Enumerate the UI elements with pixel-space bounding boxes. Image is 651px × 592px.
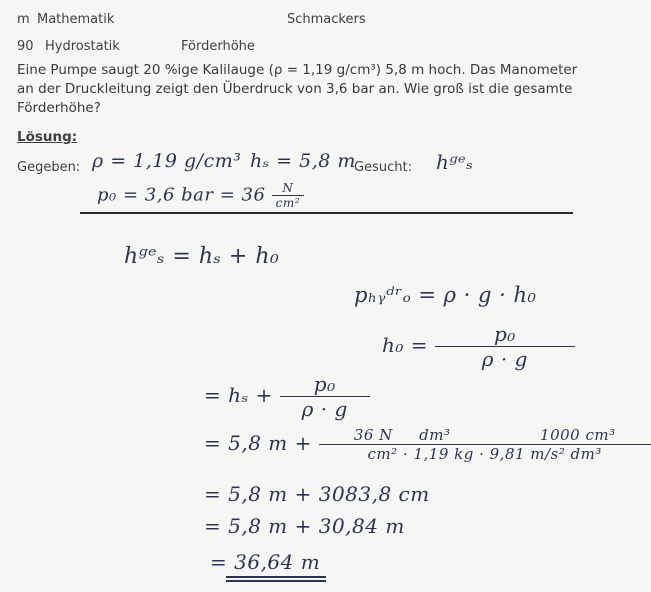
subject-code: m (17, 12, 30, 27)
problem-line-2: an der Druckleitung zeigt den Überdruck von 3,6 bar an. Wie groß ist die gesamte (17, 81, 573, 97)
given-pressure-unit-num: N (282, 181, 294, 195)
step-1-den: ρ · g (280, 396, 370, 421)
step-3: = 5,8 m + 3083,8 cm (204, 482, 430, 506)
solution-heading: Lösung: (17, 129, 78, 145)
side-height-num: p₀ (493, 322, 516, 346)
main-equation: hᵍᵉₛ = hₛ + h₀ (124, 244, 280, 269)
side-height-fraction (435, 322, 575, 371)
problem-statement (17, 61, 637, 118)
step-1-fraction (280, 372, 370, 421)
given-pressure (97, 181, 304, 210)
step-2-lhs: = 5,8 m + (204, 431, 312, 455)
sought-total-height: hᵍᵉₛ (436, 150, 474, 174)
step-1-lhs: = hₛ + (204, 383, 273, 407)
publisher-name: Schmackers (287, 12, 366, 27)
side-height-lhs: h₀ = (382, 333, 429, 357)
given-divider-line (80, 212, 573, 214)
subject-title: Mathematik (37, 12, 115, 27)
given-label: Gegeben: (17, 160, 81, 175)
side-pressure-equation: pₕᵧᵈʳₒ = ρ · g · h₀ (354, 283, 537, 307)
final-result: = 36,64 m (210, 550, 321, 574)
given-density: ρ = 1,19 g/cm³ (92, 150, 242, 172)
step-4: = 5,8 m + 30,84 m (204, 514, 405, 538)
step-2-num: 36 N dm³ 1000 cm³ (353, 426, 616, 444)
step-2 (204, 426, 651, 463)
topic-number: 90 (17, 39, 34, 54)
given-pressure-unit-den: cm² (272, 195, 304, 210)
step-1-num: p₀ (313, 372, 336, 396)
problem-line-3: Förderhöhe? (17, 100, 101, 116)
result-underline-1 (226, 576, 326, 578)
step-2-fraction (319, 426, 651, 463)
side-height-equation (382, 322, 575, 371)
given-suction-height: hₛ = 5,8 m (250, 150, 356, 172)
step-2-den: cm² · 1,19 kg · 9,81 m/s² dm³ (319, 444, 651, 463)
problem-line-1: Eine Pumpe saugt 20 %ige Kalilauge (ρ = 1,19 g/cm³) 5,8 m hoch. Das Manometer (17, 62, 578, 78)
result-underline-2 (226, 580, 326, 582)
given-pressure-text: p₀ = 3,6 bar = 36 (97, 184, 266, 206)
sought-label: Gesucht: (354, 160, 412, 175)
side-height-den: ρ · g (435, 346, 575, 371)
given-pressure-unit (272, 181, 304, 210)
subtopic-title: Förderhöhe (181, 39, 255, 54)
topic-title: Hydrostatik (45, 39, 120, 54)
step-1 (204, 372, 370, 421)
